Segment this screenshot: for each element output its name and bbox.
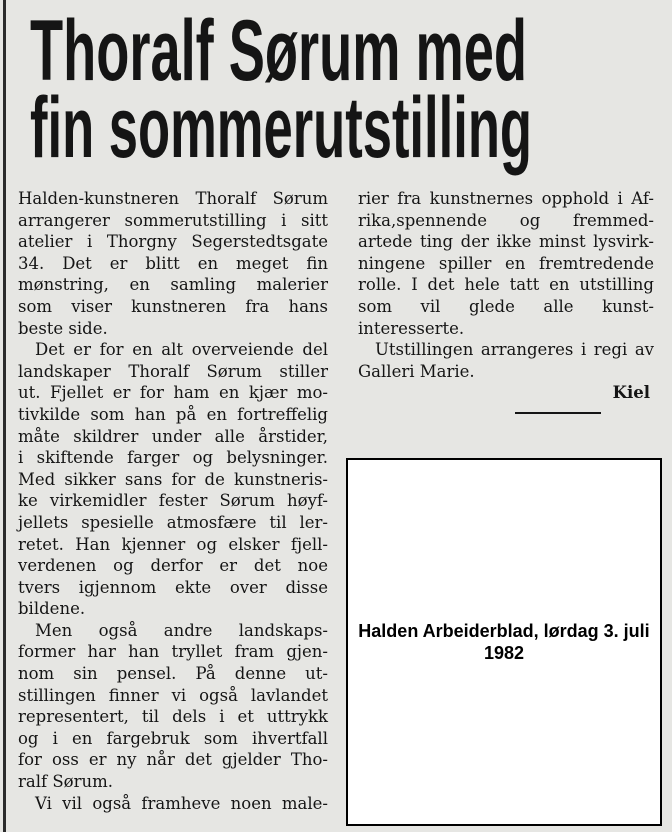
text-line: Men også andre landskaps- [35,620,328,640]
text-line: rier fra kunstnernes opphold i Af- [358,189,654,208]
text-line: nom sin pensel. På denne ut- [18,664,328,684]
text-line: rika,spennende og fremmed- [358,210,654,230]
text-line: som viser kunstneren fra hans [18,296,328,316]
paragraph [18,620,328,793]
text-line: bildene. [18,599,86,619]
text-line: mønstring, en samling malerier [18,275,328,295]
text-line: ke virkemidler fester Sørum høyf- [18,491,328,511]
text-line: 34. Det er blitt en meget fin [18,253,328,273]
article-column-left [18,188,328,814]
text-line: Halden-kunstneren Thoralf Sørum [18,189,328,208]
text-line: for oss er ny når det gjelder Tho- [18,750,328,770]
text-line: ralf Sørum. [18,772,113,792]
text-line: Med sikker sans for de kunstneris- [18,469,328,489]
text-line: former har han tryllet fram gjen- [18,642,328,662]
text-line: i skiftende farger og belysninger. [18,448,328,468]
text-line: ningene spiller en fremtredende [358,253,654,273]
text-line: atelier i Thorgny Segerstedtsgate [18,232,328,252]
text-line: verdenen og derfor er det noe [18,556,328,576]
text-line: Vi vil også framheve noen male- [35,793,328,813]
headline-line: Thoralf Sørum med [30,3,527,99]
text-line: artede ting der ikke minst lysvirk- [358,232,654,252]
text-line: landskaper Thoralf Sørum stiller [18,361,328,381]
end-rule [515,412,601,414]
text-line: stillingen finner vi også lavlandet [18,685,328,705]
byline-signature: Kiel [612,383,650,403]
paragraph [358,188,654,339]
text-line: interesserte. [358,318,465,338]
text-line: som vil glede alle kunst- [358,296,654,316]
text-line: rolle. I det hele tatt en utstilling [358,275,654,295]
paragraph [18,793,328,815]
text-line: jellets spesielle atmosfære til ler- [18,512,328,532]
caption-box [346,458,662,826]
text-line: Det er for en alt overveiende del [35,340,328,360]
text-line: tivkilde som han på en fortreffelig [18,404,328,424]
text-line: arrangerer sommerutstilling i sitt [18,210,328,230]
text-line: Galleri Marie. [358,361,475,381]
text-line: beste side. [18,318,108,338]
article-column-right [358,188,654,404]
paragraph [358,339,654,382]
caption-text: Halden Arbeiderblad, lørdag 3. juli 1982 [358,621,650,663]
text-line: tvers igjennom ekte over disse [18,577,328,597]
text-line: måte skildrer under alle årstider, [18,426,328,446]
text-line: representert, til dels i et uttrykk [18,707,328,727]
text-line: og i en fargebruk som ihvertfall [18,728,328,748]
headline [0,0,672,180]
text-line: ut. Fjellet er for ham en kjær mo- [18,383,328,403]
text-line: Utstillingen arrangeres i regi av [375,340,654,360]
paragraph [18,188,328,339]
paragraph [18,339,328,620]
headline-line: fin sommerutstilling [30,80,532,176]
text-line: retet. Han kjenner og elsker fjell- [18,534,328,554]
